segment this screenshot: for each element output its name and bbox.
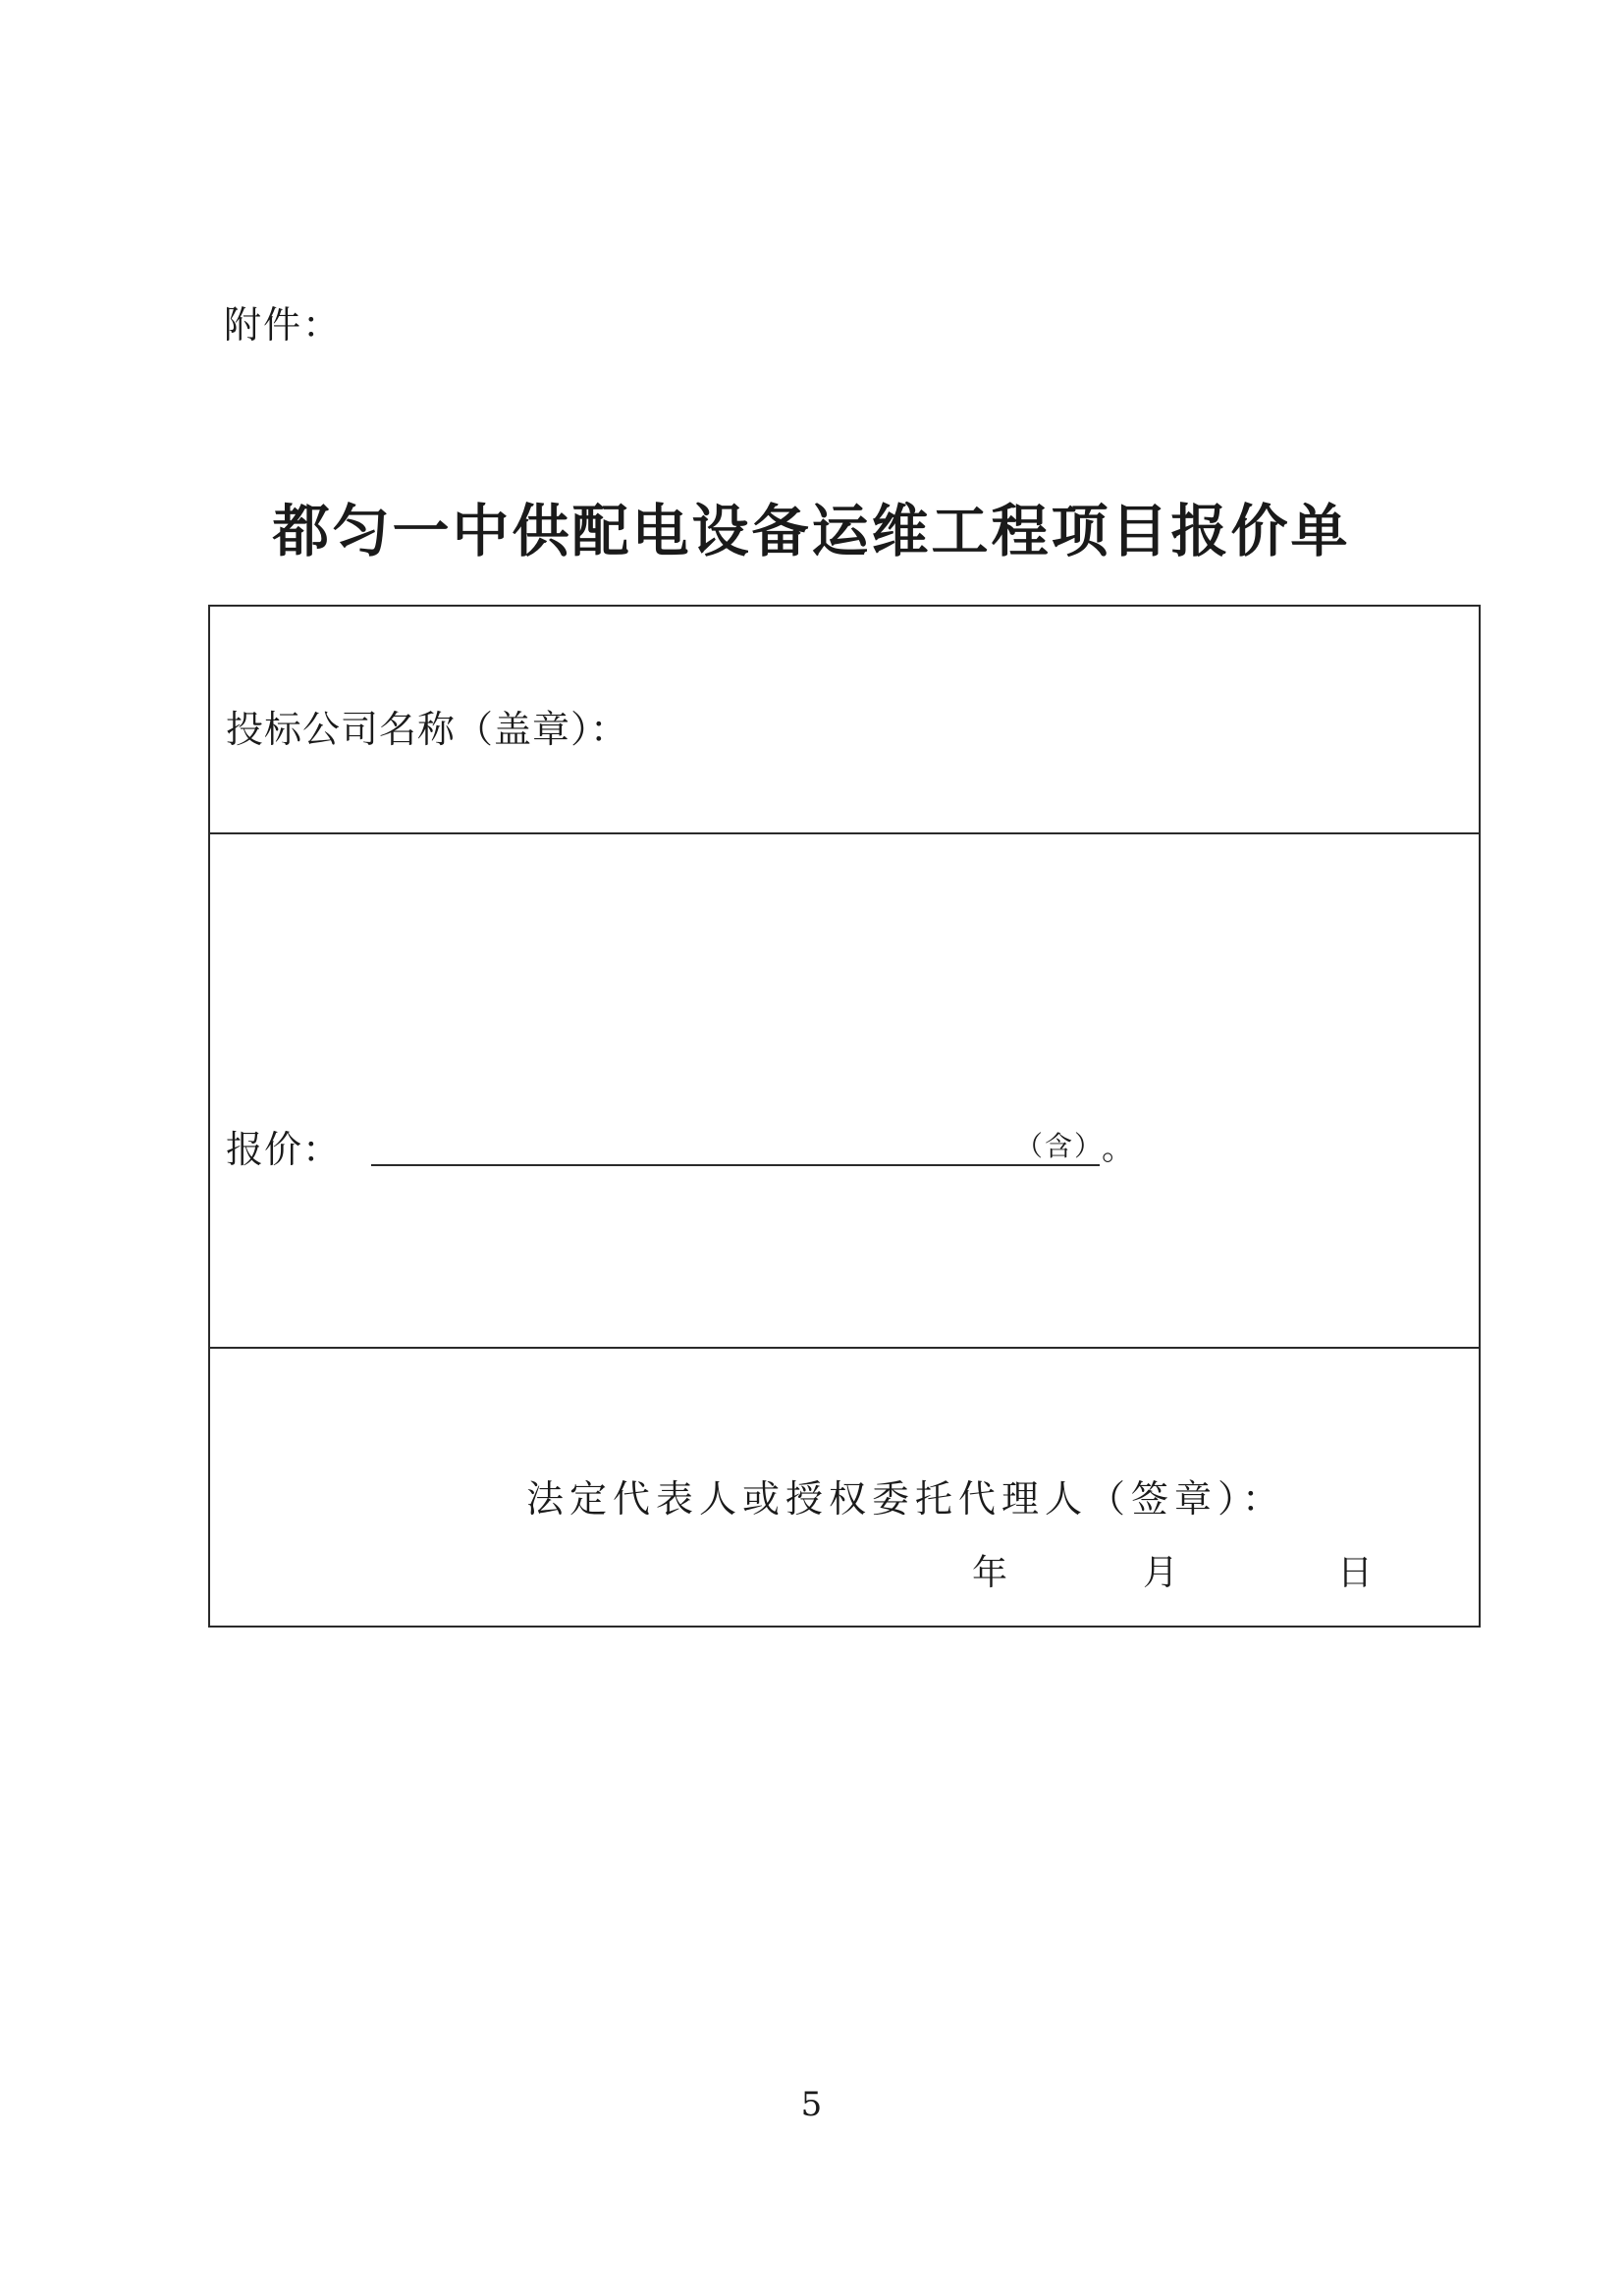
price-fill-line bbox=[371, 1164, 1100, 1166]
company-row bbox=[210, 607, 1479, 834]
quotation-form bbox=[208, 605, 1481, 1628]
document-title: 都匀一中供配电设备运维工程项目报价单 bbox=[272, 498, 1351, 564]
attachment-label: 附件： bbox=[224, 303, 343, 347]
price-note: （含） bbox=[1015, 1130, 1105, 1162]
signature-row bbox=[210, 1349, 1479, 1626]
page-number: 5 bbox=[800, 2085, 823, 2124]
price-period: 。 bbox=[1102, 1129, 1135, 1168]
date-year-label: 年 bbox=[972, 1553, 1008, 1593]
company-name-label: 投标公司名称（盖章）： bbox=[226, 708, 629, 751]
date-day-label: 日 bbox=[1337, 1553, 1374, 1593]
signature-label: 法定代表人或授权委托代理人（签章）： bbox=[526, 1477, 1286, 1521]
price-label: 报价： bbox=[226, 1128, 342, 1171]
price-row bbox=[210, 834, 1479, 1349]
date-month-label: 月 bbox=[1143, 1553, 1179, 1593]
